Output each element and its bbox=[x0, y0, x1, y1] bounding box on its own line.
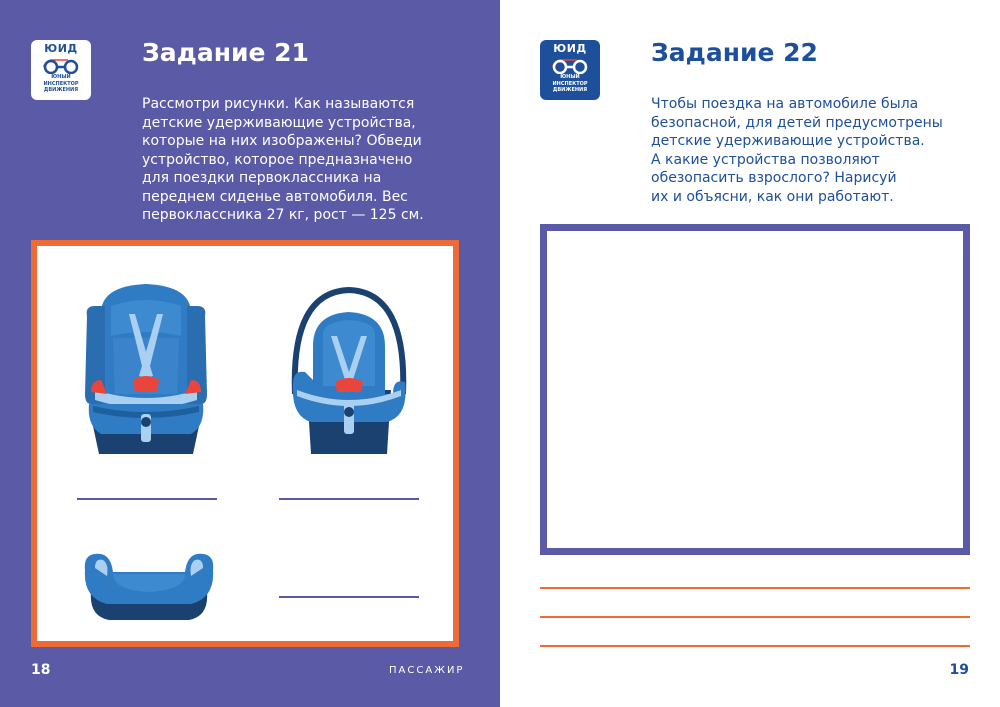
logo-subtitle-2: ИНСПЕКТОР bbox=[43, 80, 79, 87]
section-label: ПАССАЖИР bbox=[389, 665, 465, 676]
logo-subtitle-3: ДВИЖЕНИЯ bbox=[43, 87, 79, 93]
logo-subtitle-1: ЮНЫЙ bbox=[51, 74, 71, 80]
answer-line-1[interactable] bbox=[77, 498, 217, 500]
infant-carrier-icon[interactable] bbox=[287, 286, 411, 458]
drawing-area[interactable] bbox=[540, 224, 970, 555]
page-number-right: 19 bbox=[949, 662, 969, 678]
seats-image-frame bbox=[31, 240, 459, 647]
yuid-logo bbox=[540, 40, 600, 100]
writing-line-3[interactable] bbox=[540, 645, 970, 647]
task-21-heading: Задание 21 bbox=[142, 38, 309, 67]
bicycle-infinity-icon bbox=[549, 56, 591, 74]
page-number-left: 18 bbox=[31, 662, 51, 678]
logo-title: ЮИД bbox=[44, 42, 78, 55]
task-21-text: Рассмотри рисунки. Как называются детские удерживающие устройства, которые на них изображены? Обведи устройство, которое предназначено для поездки первоклассника на переднем сиденье автомобиля. Вес первоклассника 27 кг, рост — 125 см. bbox=[142, 96, 424, 223]
logo-title: ЮИД bbox=[553, 42, 587, 55]
answer-line-3[interactable] bbox=[279, 596, 419, 598]
logo-subtitle-2: ИНСПЕКТОР bbox=[552, 80, 588, 87]
task-22-heading: Задание 22 bbox=[651, 38, 818, 67]
writing-line-1[interactable] bbox=[540, 587, 970, 589]
right-page bbox=[500, 0, 1000, 707]
logo-subtitle-1: ЮНЫЙ bbox=[560, 74, 580, 80]
bicycle-infinity-icon bbox=[40, 56, 82, 74]
child-car-seat-icon[interactable] bbox=[81, 276, 211, 466]
answer-line-2[interactable] bbox=[279, 498, 419, 500]
task-22-text: Чтобы поездка на автомобиле была безопасной, для детей предусмотрены детские удерживающие устройства. А какие устройства позволяют обезопасить взрослого? Нарисуй их и объясни, как они работают. bbox=[651, 96, 943, 205]
yuid-logo bbox=[31, 40, 91, 100]
booster-seat-icon[interactable] bbox=[81, 546, 217, 626]
logo-subtitle-3: ДВИЖЕНИЯ bbox=[552, 87, 588, 93]
writing-line-2[interactable] bbox=[540, 616, 970, 618]
